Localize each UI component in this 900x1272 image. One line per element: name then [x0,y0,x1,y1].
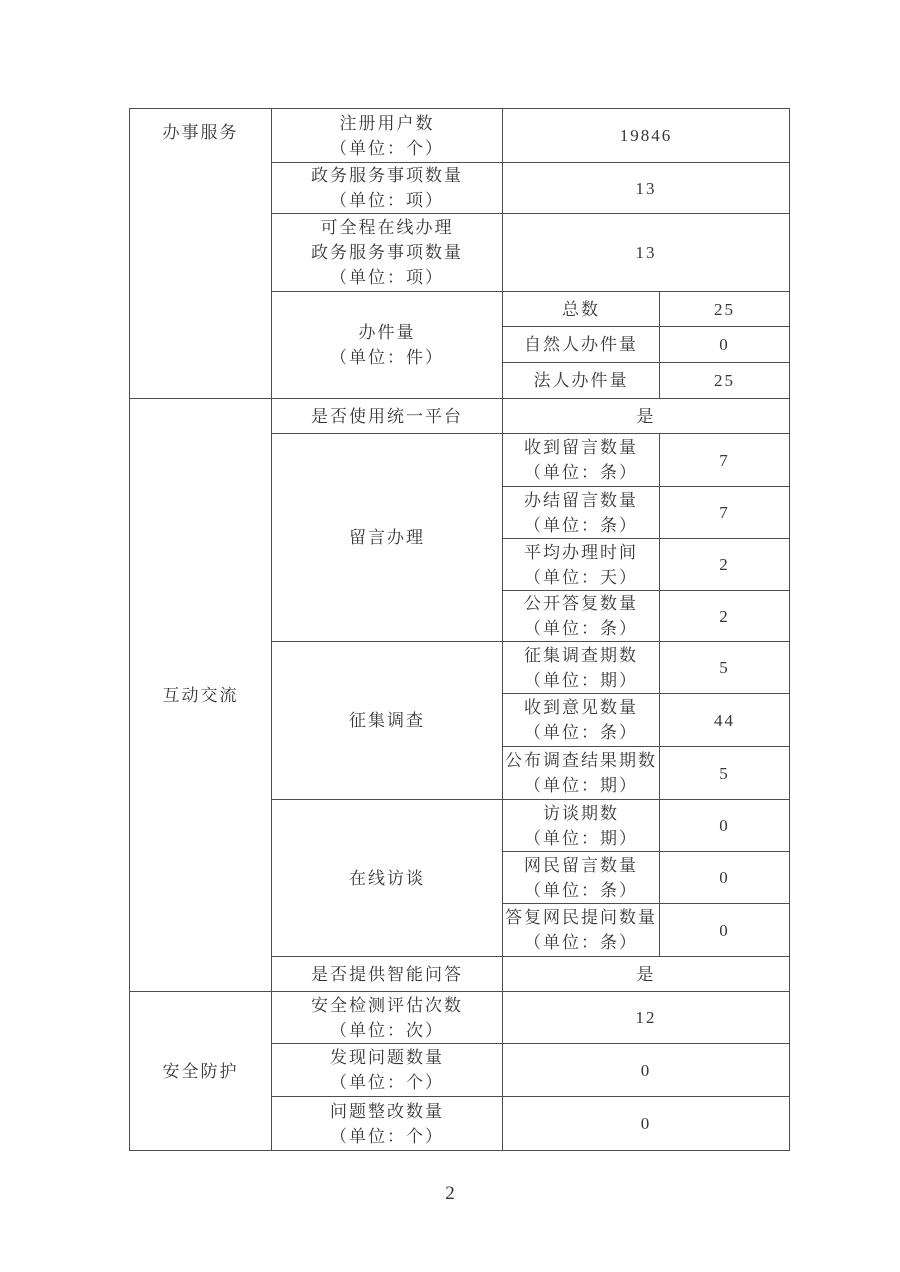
label-line: 收到留言数量 [524,438,638,457]
metric-value: 5 [660,642,790,694]
unit-line: （单位：条） [524,619,638,638]
unit-line: （单位：条） [524,933,638,952]
submetric-label [503,327,660,363]
submetric-label [503,904,660,957]
metric-value: 25 [660,363,790,399]
metric-label [272,109,503,163]
metric-value: 0 [660,852,790,904]
metric-value: 2 [660,591,790,642]
metric-value: 是 [503,957,790,992]
unit-line: （单位：条） [524,515,638,535]
submetric-label [503,591,660,642]
submetric-label [503,694,660,747]
submetric-label [503,487,660,539]
unit-line: （单位：项） [330,191,444,210]
label-line: 是否使用统一平台 [311,406,463,426]
section-category: 互动交流 [130,399,272,992]
label-line: 公布调查结果期数 [505,751,657,770]
metric-group-label [272,642,503,800]
label-line: 注册用户数 [339,113,435,133]
page-number: 2 [445,1183,455,1204]
submetric-label [503,363,660,399]
label-line: 公开答复数量 [524,594,638,613]
metric-label [272,399,503,434]
label-line: 平均办理时间 [524,542,638,562]
section-category: 安全防护 [130,992,272,1151]
report-table [129,108,790,1151]
unit-line: （单位：条） [524,723,638,742]
metric-label [272,163,503,214]
metric-label [272,214,503,292]
submetric-label [503,852,660,904]
submetric-label [503,539,660,591]
metric-value: 7 [660,487,790,539]
metric-value: 7 [660,434,790,487]
section-category: 办事服务 [130,109,272,399]
unit-line: （单位：期） [524,776,638,795]
label-line: 自然人办件量 [524,335,638,354]
metric-label [272,992,503,1044]
metric-label [272,1097,503,1151]
metric-group-label [272,292,503,399]
label-line: 发现问题数量 [330,1048,444,1067]
label-line: 办结留言数量 [524,490,638,510]
label-line: 可全程在线办理 [320,218,454,237]
metric-value: 0 [503,1044,790,1097]
label-line: 留言办理 [349,528,425,547]
metric-value: 13 [503,214,790,292]
metric-label [272,1044,503,1097]
unit-line: （单位：项） [330,268,444,287]
metric-value: 25 [660,292,790,327]
label-line: 网民留言数量 [524,855,638,875]
metric-value: 19846 [503,109,790,163]
label-line: 征集调查 [349,711,425,730]
label-line: 法人办件量 [533,371,629,390]
label-line: 收到意见数量 [524,698,638,717]
label-line: 政务服务事项数量 [311,243,463,262]
metric-value: 44 [660,694,790,747]
metric-group-label [272,434,503,642]
unit-line: （单位：个） [330,1126,444,1146]
unit-line: （单位：个） [330,138,444,158]
metric-group-label [272,800,503,957]
submetric-label [503,292,660,327]
submetric-label [503,800,660,852]
submetric-label [503,434,660,487]
label-line: 安全检测评估次数 [311,995,463,1015]
unit-line: （单位：条） [524,463,638,482]
label-line: 办件量 [358,323,416,342]
metric-value: 13 [503,163,790,214]
submetric-label [503,642,660,694]
unit-line: （单位：条） [524,880,638,900]
label-line: 答复网民提问数量 [505,908,657,927]
label-line: 问题整改数量 [330,1101,444,1121]
metric-value: 12 [503,992,790,1044]
unit-line: （单位：期） [524,828,638,848]
label-line: 在线访谈 [349,868,425,888]
label-line: 总数 [562,299,600,319]
metric-label [272,957,503,992]
submetric-label [503,747,660,800]
label-line: 征集调查期数 [524,645,638,665]
metric-value: 0 [660,800,790,852]
unit-line: （单位：次） [330,1020,444,1040]
unit-line: （单位：个） [330,1073,444,1092]
metric-value: 2 [660,539,790,591]
report-table-container [129,108,791,1151]
metric-value: 0 [503,1097,790,1151]
unit-line: （单位：件） [330,348,444,367]
metric-value: 5 [660,747,790,800]
unit-line: （单位：期） [524,670,638,690]
unit-line: （单位：天） [524,567,638,587]
metric-value: 0 [660,904,790,957]
metric-value: 是 [503,399,790,434]
label-line: 访谈期数 [543,803,619,823]
label-line: 是否提供智能问答 [311,964,463,984]
label-line: 政务服务事项数量 [311,166,463,185]
metric-value: 0 [660,327,790,363]
